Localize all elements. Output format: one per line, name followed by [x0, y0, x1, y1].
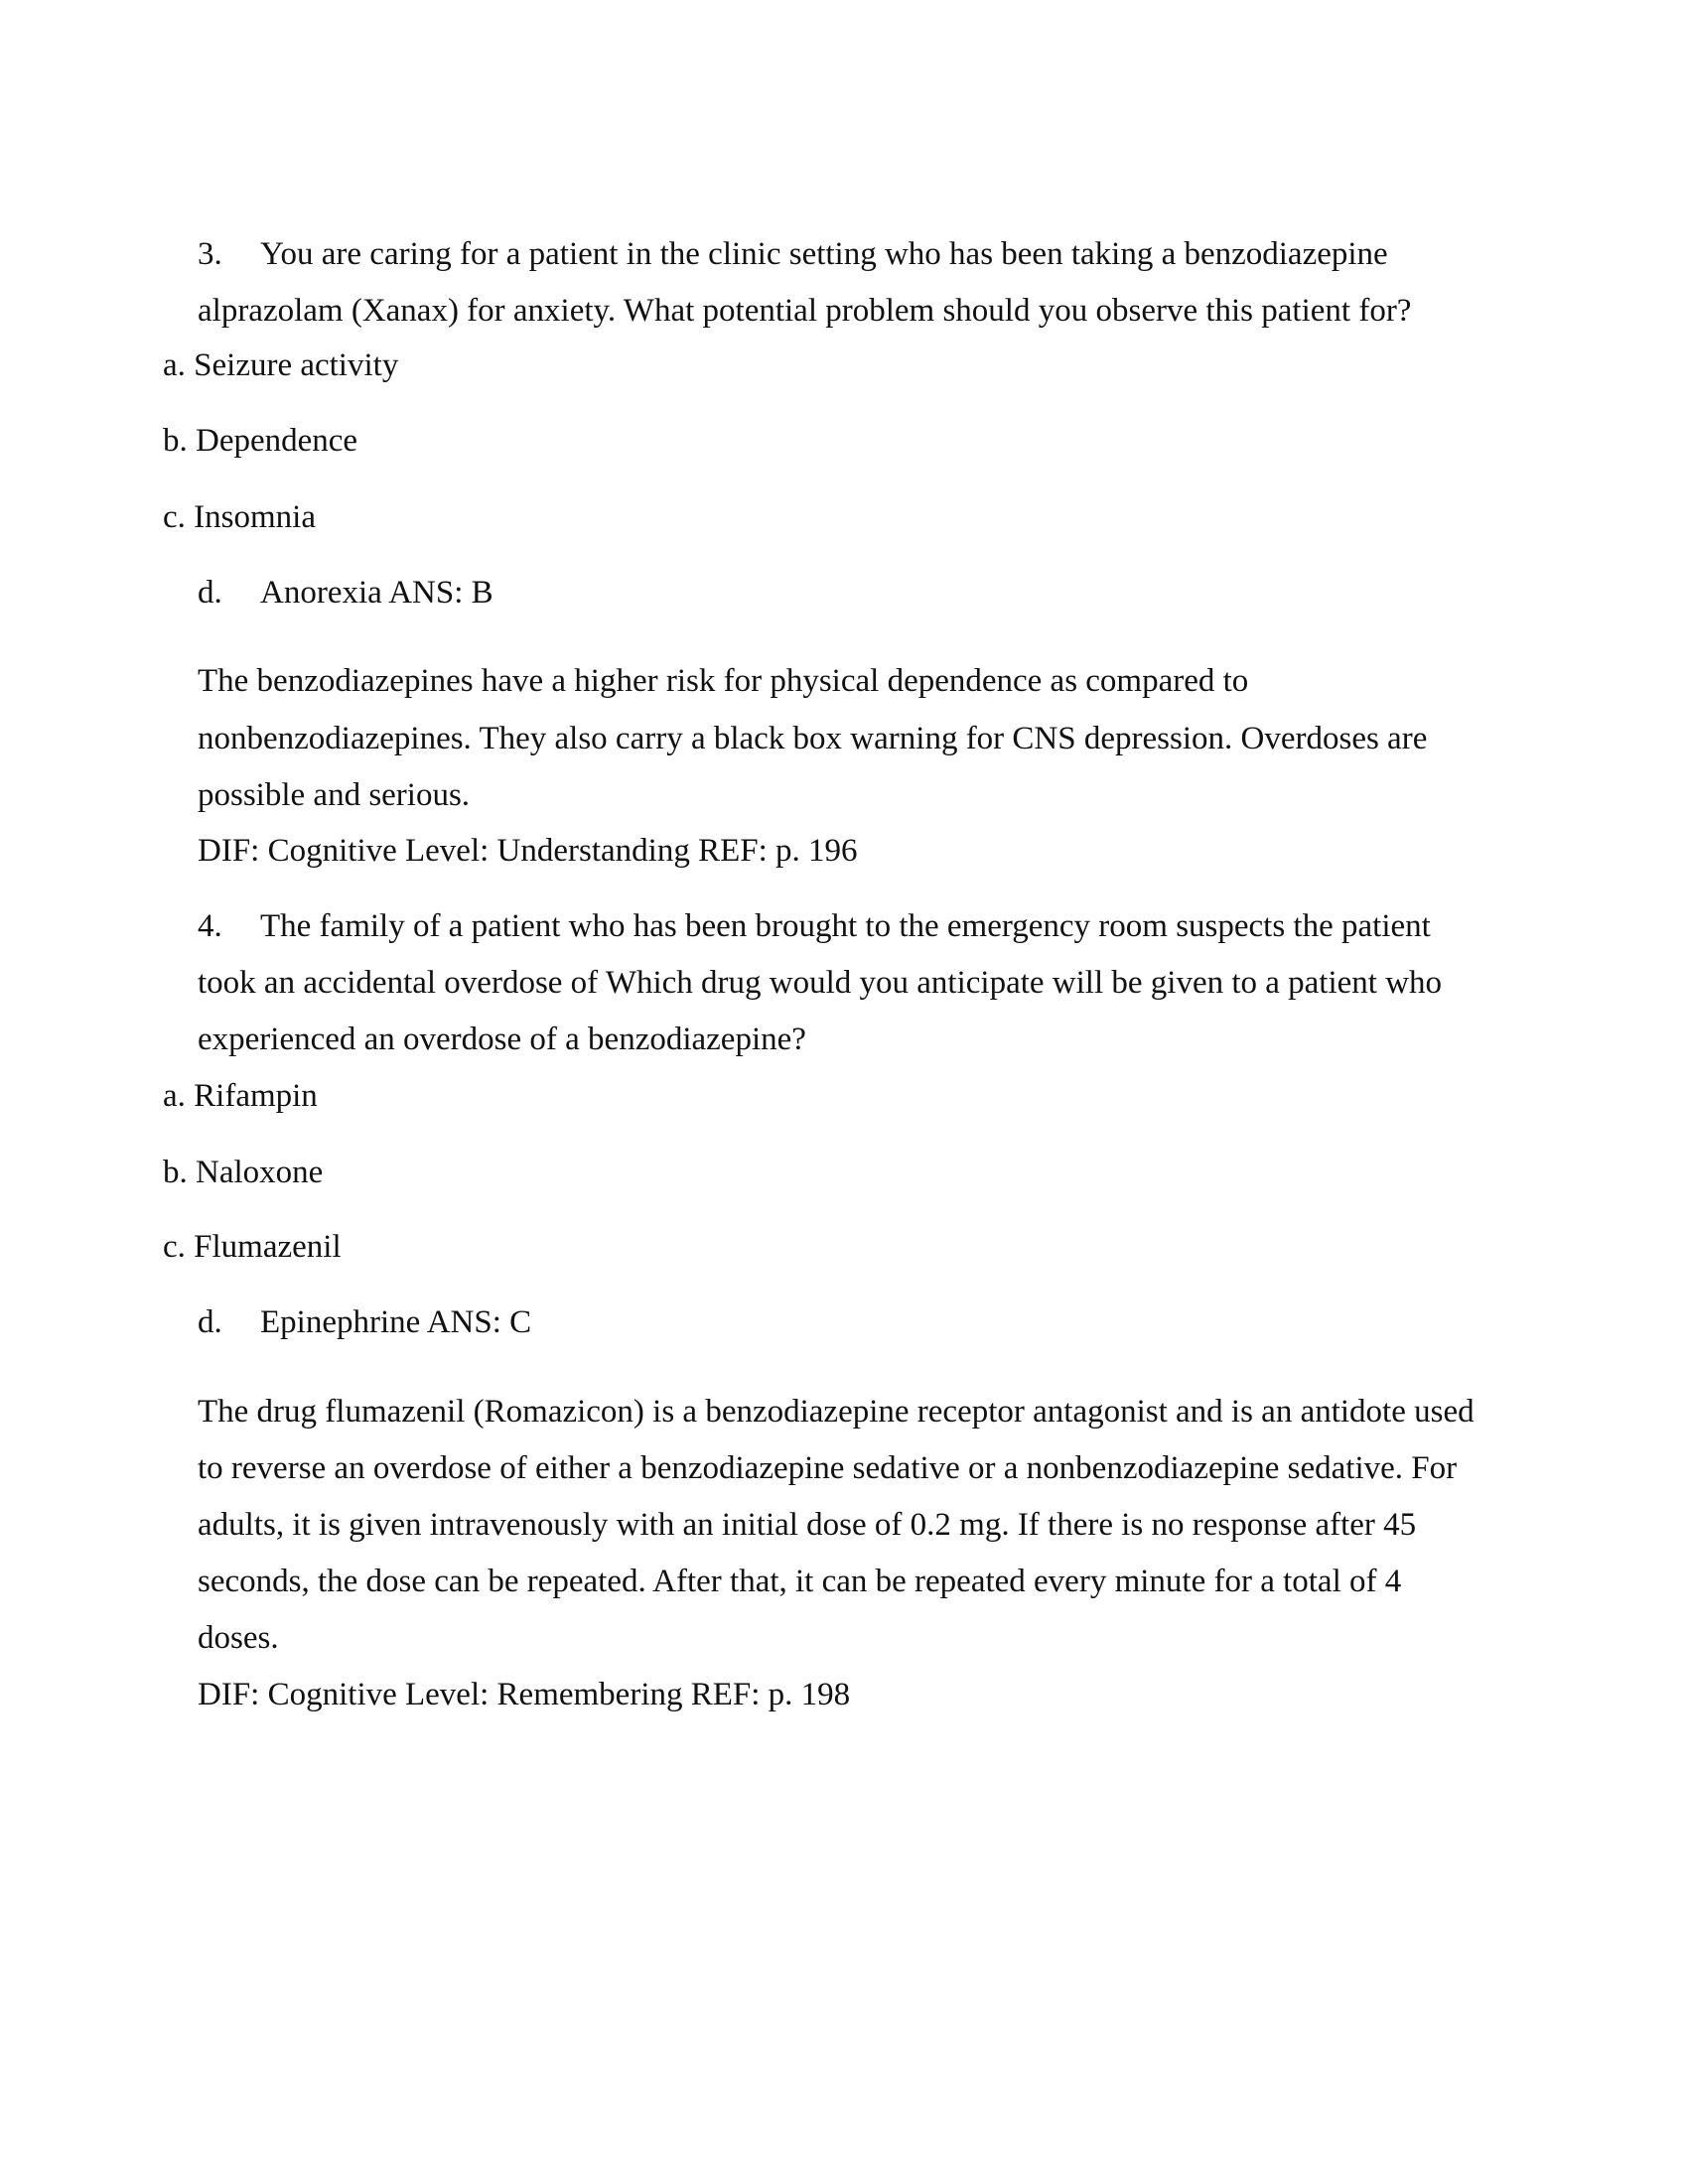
difficulty-reference: DIF: Cognitive Level: Understanding REF: p. 196	[198, 833, 858, 869]
option-d-letter: d.	[198, 1304, 222, 1340]
option-d-text: Epinephrine ANS: C	[260, 1304, 532, 1340]
rationale-line: nonbenzodiazepines. They also carry a black box warning for CNS depression. Overdoses are	[198, 721, 1428, 756]
option-d-letter: d.	[198, 575, 222, 611]
stem-text: You are caring for a patient in the clinic setting who has been taking a benzodiazepine	[260, 236, 1388, 272]
stem-text: The family of a patient who has been brought to the emergency room suspects the patient	[260, 908, 1431, 944]
option-b: b. Dependence	[163, 423, 358, 459]
option-a: a. Seizure activity	[163, 347, 399, 383]
question-4-stem-line-2: took an accidental overdose of Which drug would you anticipate will be given to a patient who	[198, 965, 1443, 1001]
rationale-line: doses.	[198, 1620, 279, 1656]
rationale-line: to reverse an overdose of either a benzodiazepine sedative or a nonbenzodiazepine sedative. For	[198, 1450, 1458, 1486]
question-3-stem-line-1	[198, 234, 1388, 274]
question-4-stem-line-3: experienced an overdose of a benzodiazepine?	[198, 1022, 806, 1057]
question-number: 4.	[198, 908, 222, 944]
rationale-line: adults, it is given intravenously with an initial dose of 0.2 mg. If there is no response after 45	[198, 1507, 1417, 1543]
rationale-line: seconds, the dose can be repeated. After that, it can be repeated every minute for a total of 4	[198, 1564, 1402, 1599]
option-c: c. Insomnia	[163, 499, 316, 535]
option-d-text: Anorexia ANS: B	[260, 575, 493, 611]
question-3-stem-line-2: alprazolam (Xanax) for anxiety. What potential problem should you observe this patient for?	[198, 293, 1412, 329]
option-c: c. Flumazenil	[163, 1229, 342, 1265]
question-number: 3.	[198, 236, 222, 272]
option-d-answer	[198, 1302, 531, 1342]
option-a: a. Rifampin	[163, 1078, 318, 1114]
rationale-line: possible and serious.	[198, 777, 471, 813]
question-4-stem-line-1	[198, 906, 1431, 946]
option-b: b. Naloxone	[163, 1155, 324, 1190]
difficulty-reference: DIF: Cognitive Level: Remembering REF: p. 198	[198, 1677, 851, 1712]
rationale-line: The benzodiazepines have a higher risk for physical dependence as compared to	[198, 663, 1249, 699]
rationale-line: The drug flumazenil (Romazicon) is a benzodiazepine receptor antagonist and is an antidote used	[198, 1394, 1475, 1430]
option-d-answer	[198, 573, 493, 613]
